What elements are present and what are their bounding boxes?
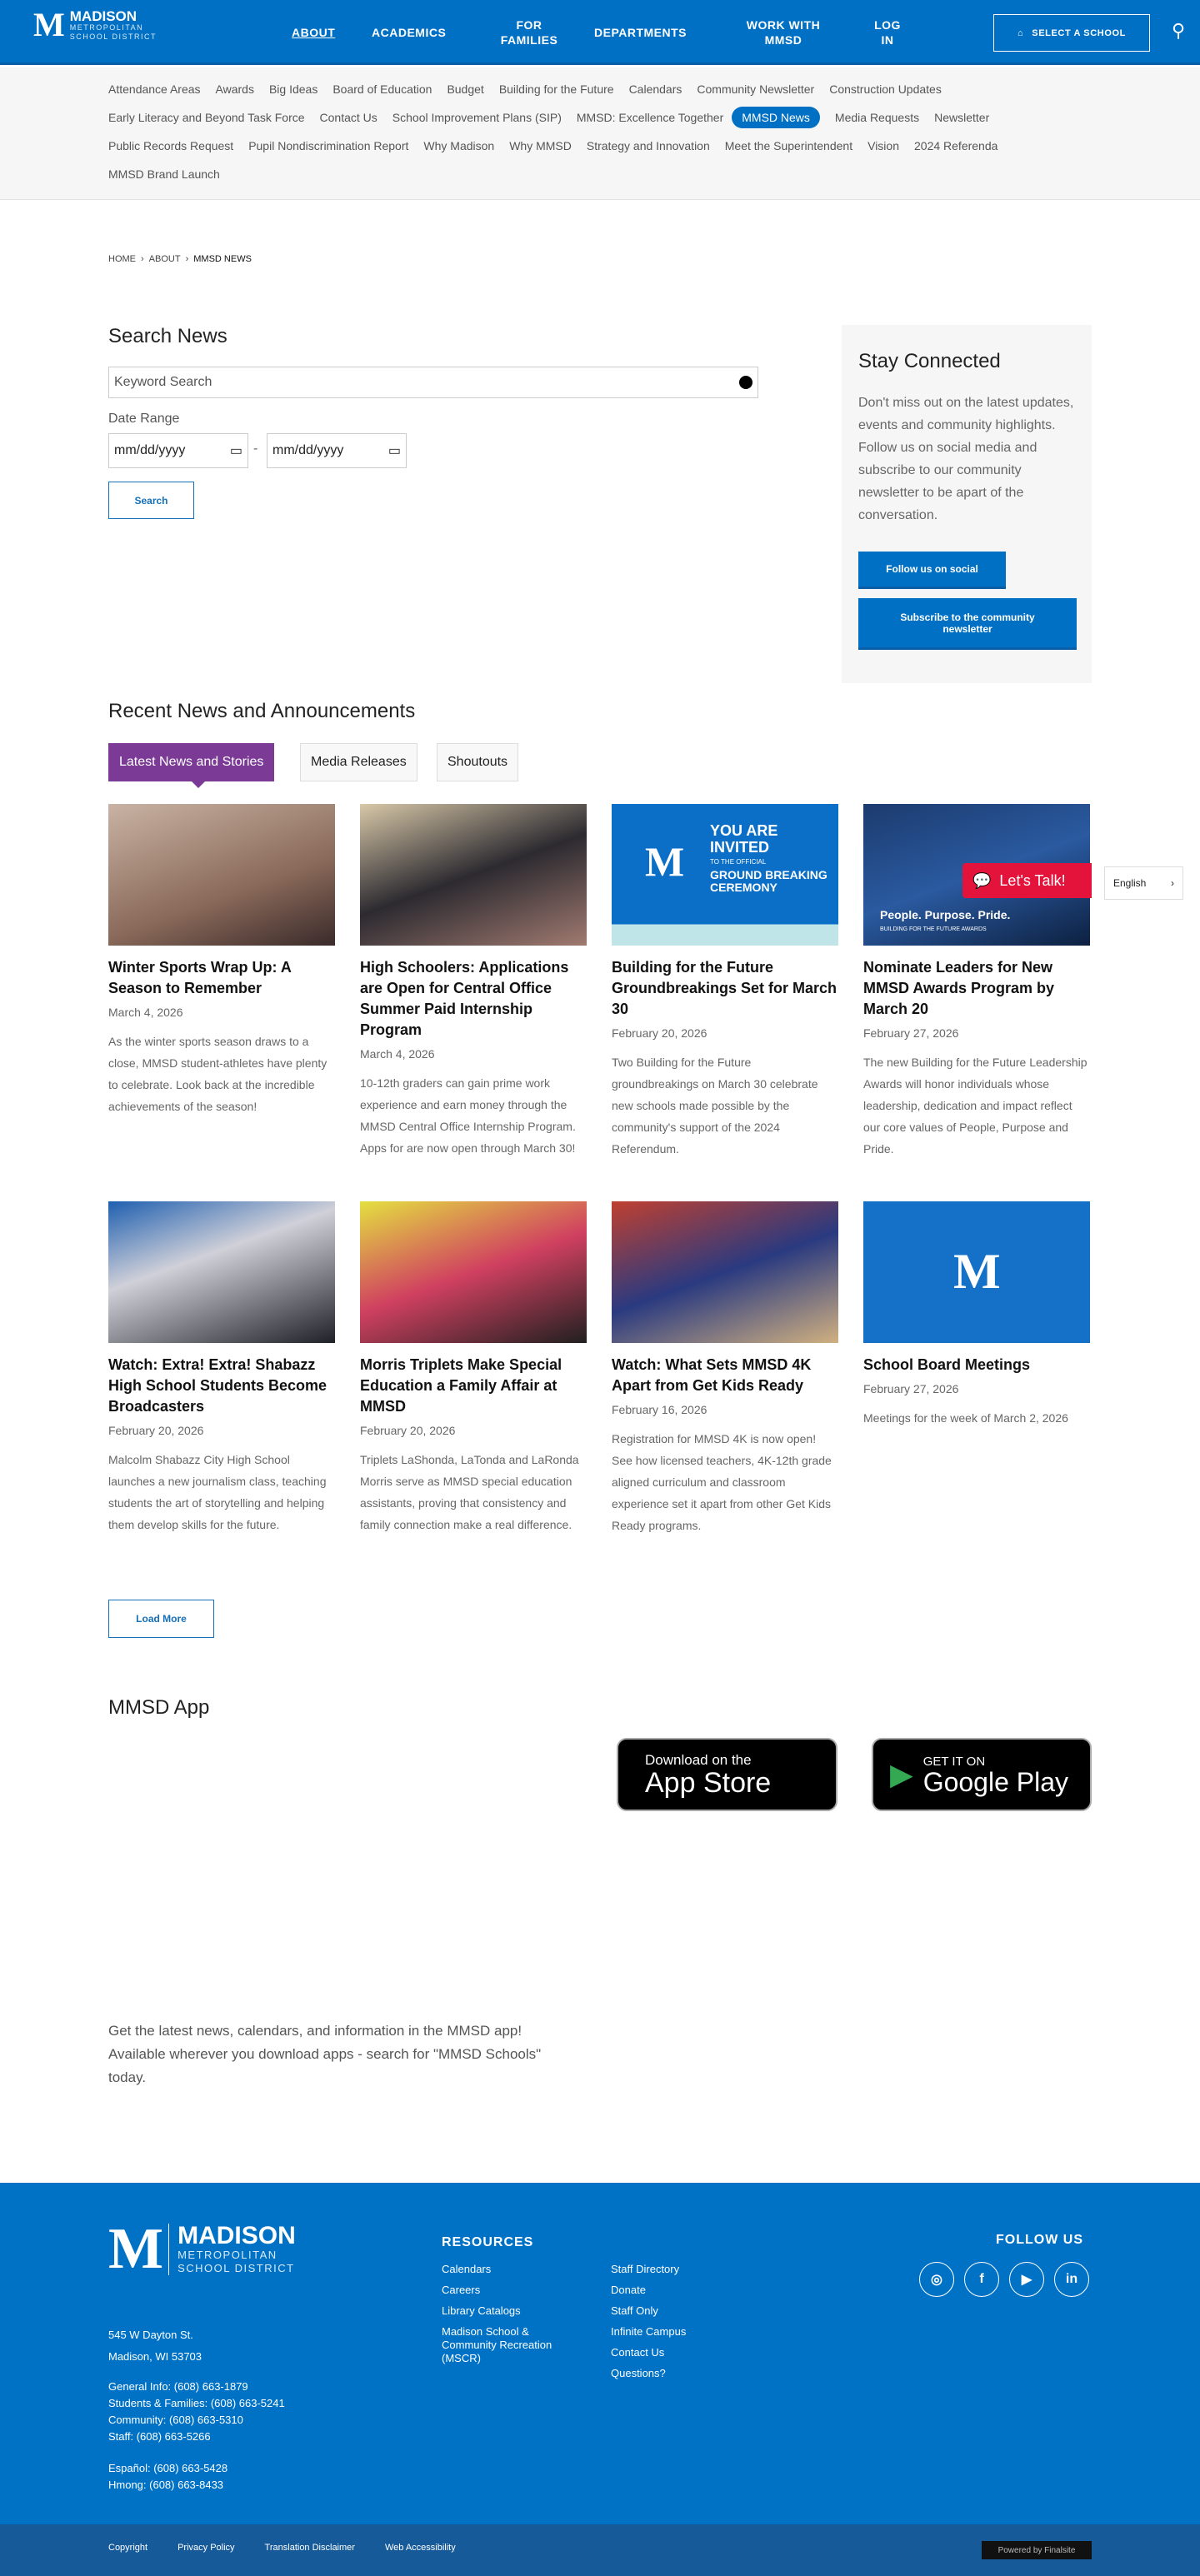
app-description: Get the latest news, calendars, and information in the MMSD app! Available wherever you download apps - search for "MMSD Schools" today. (108, 2023, 542, 2085)
instagram-icon[interactable]: ◎ (919, 2262, 954, 2297)
stay-connected-panel (842, 325, 1092, 683)
phone-line[interactable]: Staff: (608) 663-5266 (108, 2430, 211, 2443)
news-card-image[interactable] (108, 1201, 335, 1343)
news-card-date: February 20, 2026 (108, 1424, 204, 1437)
chevron-right-icon: › (1171, 877, 1174, 889)
logo-name: MADISON (178, 2222, 296, 2250)
legal-links (108, 2543, 456, 2553)
news-card-date: February 20, 2026 (612, 1026, 708, 1040)
footer-link[interactable]: Careers (442, 2284, 481, 2296)
subnav-item[interactable]: Early Literacy and Beyond Task Force (108, 111, 305, 124)
legal-link[interactable]: Web Accessibility (384, 2543, 456, 2553)
news-card-desc: As the winter sports season draws to a close, MMSD student-athletes have plenty to celebrate. Look back at the incredible achievements of the season! (108, 1035, 328, 1113)
footer-link[interactable]: Contact Us (611, 2346, 665, 2359)
app-store-badge[interactable] (617, 1738, 838, 1811)
legal-link[interactable]: Translation Disclaimer (264, 2543, 355, 2553)
chevron-right-icon: › (141, 254, 144, 264)
clear-icon[interactable] (739, 376, 752, 389)
footer-link[interactable]: Library Catalogs (442, 2304, 521, 2317)
subnav-item[interactable]: Meet the Superintendent (724, 139, 853, 152)
subnav-item[interactable]: MMSD Brand Launch (108, 167, 220, 181)
news-card-desc: Meetings for the week of March 2, 2026 (863, 1411, 1068, 1425)
subnav-item[interactable]: Community Newsletter (697, 82, 815, 96)
logo-mark-icon: M (33, 6, 65, 43)
keyword-search-input[interactable] (108, 367, 758, 398)
chevron-right-icon: › (185, 254, 189, 264)
search-button[interactable]: Search (108, 482, 194, 519)
phone-line[interactable]: Community: (608) 663-5310 (108, 2414, 243, 2426)
subnav-item[interactable]: Vision (868, 139, 899, 152)
footer-link[interactable]: Madison School & Community Recreation (MSCR) (442, 2325, 552, 2364)
news-card-image[interactable] (612, 1201, 838, 1343)
news-card[interactable] (108, 1201, 335, 1535)
breadcrumb-current: MMSD NEWS (193, 254, 252, 264)
subnav-item[interactable]: 2024 Referenda (914, 139, 998, 152)
date-placeholder: mm/dd/yyyy (114, 443, 186, 457)
address-line: Madison, WI 53703 (108, 2350, 202, 2363)
footer-link[interactable]: Questions? (611, 2367, 666, 2379)
keyword-placeholder: Keyword Search (114, 375, 212, 389)
powered-by-finalsite[interactable]: Powered by Finalsite (982, 2541, 1092, 2559)
news-card-title[interactable]: Nominate Leaders for New MMSD Awards Program by March 20 (863, 959, 1055, 1017)
end-date-input[interactable] (267, 433, 407, 468)
chat-icon: 💬 (972, 871, 992, 889)
news-card-desc: Registration for MMSD 4K is now open! See how licensed teachers, 4K-12th grade aligned curriculum and classroom experience set it apart from other Get Kids Ready programs. (612, 1432, 832, 1532)
subnav-item[interactable]: Public Records Request (108, 139, 234, 152)
news-card-image[interactable] (863, 1201, 1090, 1343)
subnav-item[interactable]: Awards (215, 82, 254, 96)
footer-link[interactable]: Calendars (442, 2263, 492, 2275)
subnav-item[interactable]: Why Madison (423, 139, 495, 152)
news-card-title[interactable]: Morris Triplets Make Special Education a Family Affair at MMSD (360, 1356, 562, 1415)
select-school-label: SELECT A SCHOOL (1032, 27, 1126, 38)
news-card-date: March 4, 2026 (360, 1047, 435, 1061)
start-date-input[interactable] (108, 433, 248, 468)
social-links (919, 2262, 1089, 2297)
awards-sub: BUILDING FOR THE FUTURE AWARDS (880, 926, 987, 932)
footer-address (108, 2324, 202, 2368)
nav-work-with-mmsd[interactable]: WORK WITH MMSD (746, 18, 821, 47)
district-logo-icon: M (953, 1244, 1001, 1299)
google-play-icon: ▶ (890, 1757, 913, 1791)
logo-sub: METROPOLITAN (178, 2249, 278, 2262)
invite-text: YOU ARE INVITED (710, 822, 778, 856)
subnav-item[interactable]: MMSD: Excellence Together (576, 111, 724, 124)
footer-link[interactable]: Staff Only (611, 2304, 658, 2317)
subnav-item[interactable]: School Improvement Plans (SIP) (392, 111, 562, 124)
subnav-item[interactable]: Calendars (628, 82, 682, 96)
phone-line[interactable]: Español: (608) 663-5428 (108, 2462, 228, 2474)
select-school-button[interactable] (993, 14, 1150, 52)
tab-shoutouts[interactable]: Shoutouts (437, 743, 518, 781)
follow-social-button[interactable]: Follow us on social (858, 552, 1006, 589)
language-label: English (1113, 877, 1147, 889)
logo-name: MADISON (69, 7, 138, 24)
invite-ground: GROUND BREAKING CEREMONY (710, 868, 828, 894)
search-icon[interactable]: ⚲ (1172, 20, 1186, 41)
lets-talk-label: Let's Talk! (999, 871, 1066, 889)
subnav-item[interactable]: MMSD News (732, 107, 820, 128)
awards-text: People. Purpose. Pride. (880, 908, 1011, 921)
subnav-item[interactable]: Attendance Areas (108, 82, 201, 96)
facebook-icon[interactable]: f (964, 2262, 999, 2297)
news-card[interactable] (360, 1201, 587, 1535)
district-logo[interactable] (33, 8, 157, 42)
news-card-date: February 16, 2026 (612, 1403, 708, 1416)
subnav-item[interactable]: Contact Us (319, 111, 378, 124)
news-card-title[interactable]: Watch: Extra! Extra! Shabazz High School Students Become Broadcasters (108, 1356, 328, 1415)
news-card-date: February 27, 2026 (863, 1382, 959, 1395)
calendar-icon[interactable]: ▭ (229, 444, 242, 458)
nav-about[interactable]: ABOUT (292, 26, 336, 39)
invite-sub: TO THE OFFICIAL (710, 858, 767, 866)
breadcrumb-about[interactable]: ABOUT (148, 254, 181, 264)
active-tab-caret-icon (192, 781, 205, 788)
nav-academics[interactable]: ACADEMICS (372, 26, 447, 39)
news-card-image[interactable] (360, 804, 587, 946)
load-more-button[interactable]: Load More (108, 1600, 214, 1638)
subnav-item[interactable]: Newsletter (934, 111, 990, 124)
subnav-item[interactable]: Construction Updates (829, 82, 942, 96)
news-card-title[interactable]: High Schoolers: Applications are Open for Central Office Summer Paid Internship Program (360, 959, 569, 1038)
news-card[interactable] (612, 804, 838, 1160)
news-card-date: March 4, 2026 (108, 1006, 183, 1019)
calendar-icon[interactable]: ▭ (388, 444, 401, 458)
subnav-item[interactable]: Board of Education (332, 82, 432, 96)
youtube-icon[interactable]: ▶ (1009, 2262, 1044, 2297)
news-card-date: February 20, 2026 (360, 1424, 456, 1437)
news-card-title[interactable]: Building for the Future Groundbreakings Set for March 30 (612, 959, 838, 1017)
news-card-desc: Malcolm Shabazz City High School launches a new journalism class, teaching students the art of storytelling and helping them develop skills for the future. (108, 1453, 327, 1531)
nav-departments[interactable]: DEPARTMENTS (594, 26, 688, 39)
footer-phones (108, 2379, 285, 2494)
lets-talk-button[interactable] (962, 863, 1092, 898)
legal-link[interactable]: Copyright (108, 2543, 148, 2553)
footer-link[interactable]: Staff Directory (611, 2263, 680, 2275)
phone-line[interactable]: Hmong: (608) 663-8433 (108, 2479, 224, 2491)
footer-links-col1 (442, 2263, 567, 2373)
badge-big: App Store (645, 1767, 772, 1799)
logo-sub: METROPOLITAN (69, 22, 144, 32)
district-logo-icon: M (645, 838, 685, 885)
resources-heading: RESOURCES (442, 2235, 534, 2249)
logo-mark-icon: M (108, 2217, 164, 2281)
news-card-image[interactable] (612, 804, 838, 946)
school-building-icon: ⌂ (1018, 27, 1024, 38)
news-card[interactable] (863, 1201, 1090, 1429)
date-range-label: Date Range (108, 412, 180, 426)
subnav-list (108, 78, 1042, 185)
date-separator: - (253, 442, 258, 456)
news-card[interactable] (108, 804, 335, 1117)
logo-sub: SCHOOL DISTRICT (178, 2262, 295, 2274)
logo-sub: SCHOOL DISTRICT (69, 32, 157, 41)
news-card-title[interactable]: Winter Sports Wrap Up: A Season to Remember (108, 959, 292, 996)
nav-for-families[interactable]: FOR FAMILIES (500, 18, 558, 47)
subnav-item[interactable]: Building for the Future (498, 82, 614, 96)
legal-link[interactable]: Privacy Policy (178, 2543, 235, 2553)
subnav-item[interactable]: Media Requests (834, 111, 920, 124)
subnav-item[interactable]: Budget (447, 82, 484, 96)
subscribe-newsletter-button[interactable]: Subscribe to the community newsletter (858, 598, 1077, 650)
subnav-item[interactable]: Strategy and Innovation (586, 139, 710, 152)
breadcrumb (108, 254, 252, 264)
news-card[interactable] (360, 804, 587, 1159)
tab-media-releases[interactable]: Media Releases (300, 743, 418, 781)
subnav-item[interactable]: Big Ideas (268, 82, 318, 96)
footer-link[interactable]: Donate (611, 2284, 646, 2296)
news-card-desc: Two Building for the Future groundbreakings on March 30 celebrate new schools made possible by the community's support of the 2024 Referendum. (612, 1056, 818, 1156)
stay-connected-heading: Stay Connected (858, 350, 1001, 372)
app-heading: MMSD App (108, 1696, 210, 1719)
recent-news-heading: Recent News and Announcements (108, 700, 416, 722)
news-card-desc: 10-12th graders can gain prime work experience and earn money through the MMSD Central Office Internship Program. Apps for are now open through March 30! (360, 1076, 576, 1155)
news-card-desc: Triplets LaShonda, LaTonda and LaRonda Morris serve as MMSD special education assistants, proving that consistency and family connection make a real difference. (360, 1453, 579, 1531)
breadcrumb-home[interactable]: HOME (108, 254, 136, 264)
news-card-title[interactable]: School Board Meetings (863, 1356, 1031, 1373)
news-card[interactable] (612, 1201, 838, 1536)
linkedin-icon[interactable]: in (1054, 2262, 1089, 2297)
news-card-date: February 27, 2026 (863, 1026, 959, 1040)
news-card-desc: The new Building for the Future Leadership Awards will honor individuals whose leadership, dedication and impact reflect our core values of People, Purpose and Pride. (863, 1056, 1088, 1156)
news-card-title[interactable]: Watch: What Sets MMSD 4K Apart from Get Kids Ready (612, 1356, 812, 1394)
language-selector[interactable] (1104, 866, 1183, 900)
news-card-image[interactable] (360, 1201, 587, 1343)
address-line: 545 W Dayton St. (108, 2329, 193, 2341)
nav-log-in[interactable]: LOG IN (874, 18, 901, 47)
google-play-badge[interactable] (872, 1738, 1092, 1811)
search-news-heading: Search News (108, 325, 228, 347)
footer-links-col2 (611, 2263, 736, 2388)
follow-us-heading: FOLLOW US (996, 2233, 1083, 2247)
date-placeholder: mm/dd/yyyy (272, 443, 344, 457)
stay-connected-text: Don't miss out on the latest updates, events and community highlights. Follow us on social media and subscribe to our community newsletter to be apart of the conversation. (858, 396, 1074, 522)
badge-small: GET IT ON (922, 1754, 986, 1769)
subnav-item[interactable]: Why MMSD (509, 139, 572, 152)
phone-line[interactable]: Students & Families: (608) 663-5241 (108, 2397, 285, 2409)
news-card[interactable] (863, 804, 1090, 1160)
badge-big: Google Play (922, 1766, 1069, 1797)
footer-link[interactable]: Infinite Campus (611, 2325, 687, 2338)
invite-text-group (710, 822, 832, 894)
phone-line[interactable]: General Info: (608) 663-1879 (108, 2380, 248, 2393)
footer-logo[interactable] (108, 2217, 296, 2281)
tab-latest-news[interactable]: Latest News and Stories (108, 743, 274, 781)
news-card-image[interactable] (108, 804, 335, 946)
subnav-item[interactable]: Pupil Nondiscrimination Report (248, 139, 409, 152)
badge-small: Download on the (645, 1752, 752, 1768)
